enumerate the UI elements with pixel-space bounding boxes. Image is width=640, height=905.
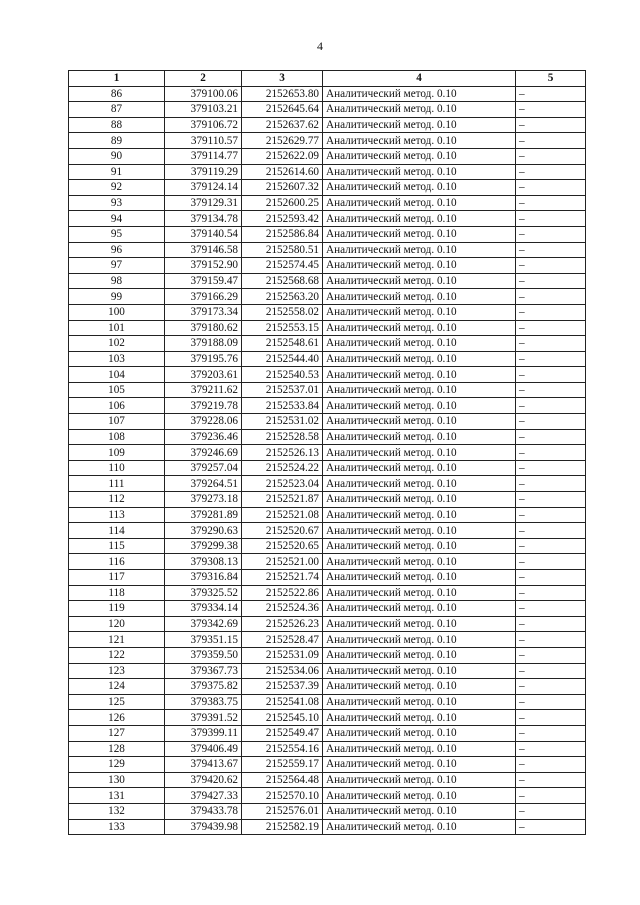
y-coordinate-cell: 2152570.10: [242, 788, 323, 804]
description-cell: –: [516, 304, 586, 320]
point-number-cell: 132: [69, 803, 165, 819]
x-coordinate-cell: 379114.77: [165, 148, 242, 164]
point-number-cell: 110: [69, 460, 165, 476]
x-coordinate-cell: 379246.69: [165, 445, 242, 461]
method-cell: Аналитический метод. 0.10: [323, 273, 516, 289]
table-row: [69, 679, 586, 695]
method-cell: Аналитический метод. 0.10: [323, 336, 516, 352]
method-cell: Аналитический метод. 0.10: [323, 725, 516, 741]
point-number-cell: 130: [69, 772, 165, 788]
table-row: [69, 757, 586, 773]
table-row: [69, 725, 586, 741]
table-row: [69, 663, 586, 679]
method-cell: Аналитический метод. 0.10: [323, 460, 516, 476]
x-coordinate-cell: 379146.58: [165, 242, 242, 258]
table-row: [69, 694, 586, 710]
table-row: [69, 803, 586, 819]
header-col-3: 3: [242, 71, 323, 87]
point-number-cell: 114: [69, 523, 165, 539]
y-coordinate-cell: 2152521.00: [242, 554, 323, 570]
method-cell: Аналитический метод. 0.10: [323, 164, 516, 180]
y-coordinate-cell: 2152637.62: [242, 117, 323, 133]
x-coordinate-cell: 379299.38: [165, 538, 242, 554]
point-number-cell: 120: [69, 616, 165, 632]
description-cell: –: [516, 694, 586, 710]
table-row: [69, 601, 586, 617]
description-cell: –: [516, 211, 586, 227]
header-col-1: 1: [69, 71, 165, 87]
table-row: [69, 460, 586, 476]
method-cell: Аналитический метод. 0.10: [323, 772, 516, 788]
x-coordinate-cell: 379420.62: [165, 772, 242, 788]
table-row: [69, 289, 586, 305]
description-cell: –: [516, 710, 586, 726]
description-cell: –: [516, 320, 586, 336]
method-cell: Аналитический метод. 0.10: [323, 601, 516, 617]
table-row: [69, 741, 586, 757]
method-cell: Аналитический метод. 0.10: [323, 367, 516, 383]
x-coordinate-cell: 379281.89: [165, 507, 242, 523]
description-cell: –: [516, 570, 586, 586]
y-coordinate-cell: 2152520.65: [242, 538, 323, 554]
y-coordinate-cell: 2152607.32: [242, 180, 323, 196]
table-row: [69, 195, 586, 211]
point-number-cell: 99: [69, 289, 165, 305]
table-row: [69, 616, 586, 632]
description-cell: –: [516, 273, 586, 289]
method-cell: Аналитический метод. 0.10: [323, 429, 516, 445]
table-row: [69, 102, 586, 118]
x-coordinate-cell: 379290.63: [165, 523, 242, 539]
point-number-cell: 101: [69, 320, 165, 336]
table-row: [69, 429, 586, 445]
x-coordinate-cell: 379359.50: [165, 647, 242, 663]
table-row: [69, 507, 586, 523]
method-cell: Аналитический метод. 0.10: [323, 211, 516, 227]
table-row: [69, 86, 586, 102]
x-coordinate-cell: 379129.31: [165, 195, 242, 211]
method-cell: Аналитический метод. 0.10: [323, 351, 516, 367]
x-coordinate-cell: 379134.78: [165, 211, 242, 227]
table-row: [69, 133, 586, 149]
y-coordinate-cell: 2152645.64: [242, 102, 323, 118]
point-number-cell: 96: [69, 242, 165, 258]
x-coordinate-cell: 379110.57: [165, 133, 242, 149]
x-coordinate-cell: 379188.09: [165, 336, 242, 352]
y-coordinate-cell: 2152622.09: [242, 148, 323, 164]
y-coordinate-cell: 2152554.16: [242, 741, 323, 757]
table-row: [69, 819, 586, 835]
description-cell: –: [516, 289, 586, 305]
point-number-cell: 129: [69, 757, 165, 773]
point-number-cell: 115: [69, 538, 165, 554]
table-row: [69, 336, 586, 352]
y-coordinate-cell: 2152614.60: [242, 164, 323, 180]
x-coordinate-cell: 379166.29: [165, 289, 242, 305]
point-number-cell: 117: [69, 570, 165, 586]
description-cell: –: [516, 102, 586, 118]
x-coordinate-cell: 379257.04: [165, 460, 242, 476]
point-number-cell: 133: [69, 819, 165, 835]
x-coordinate-cell: 379406.49: [165, 741, 242, 757]
description-cell: –: [516, 647, 586, 663]
y-coordinate-cell: 2152563.20: [242, 289, 323, 305]
y-coordinate-cell: 2152520.67: [242, 523, 323, 539]
description-cell: –: [516, 195, 586, 211]
x-coordinate-cell: 379264.51: [165, 476, 242, 492]
y-coordinate-cell: 2152537.01: [242, 382, 323, 398]
point-number-cell: 90: [69, 148, 165, 164]
y-coordinate-cell: 2152533.84: [242, 398, 323, 414]
point-number-cell: 95: [69, 226, 165, 242]
point-number-cell: 105: [69, 382, 165, 398]
x-coordinate-cell: 379316.84: [165, 570, 242, 586]
table-row: [69, 148, 586, 164]
table-row: [69, 710, 586, 726]
description-cell: –: [516, 180, 586, 196]
table-row: [69, 414, 586, 430]
method-cell: Аналитический метод. 0.10: [323, 398, 516, 414]
method-cell: Аналитический метод. 0.10: [323, 226, 516, 242]
y-coordinate-cell: 2152548.61: [242, 336, 323, 352]
x-coordinate-cell: 379375.82: [165, 679, 242, 695]
description-cell: –: [516, 788, 586, 804]
method-cell: Аналитический метод. 0.10: [323, 570, 516, 586]
method-cell: Аналитический метод. 0.10: [323, 148, 516, 164]
description-cell: –: [516, 86, 586, 102]
y-coordinate-cell: 2152528.58: [242, 429, 323, 445]
point-number-cell: 116: [69, 554, 165, 570]
x-coordinate-cell: 379103.21: [165, 102, 242, 118]
x-coordinate-cell: 379413.67: [165, 757, 242, 773]
description-cell: –: [516, 351, 586, 367]
y-coordinate-cell: 2152564.48: [242, 772, 323, 788]
description-cell: –: [516, 226, 586, 242]
method-cell: Аналитический метод. 0.10: [323, 102, 516, 118]
x-coordinate-cell: 379159.47: [165, 273, 242, 289]
x-coordinate-cell: 379433.78: [165, 803, 242, 819]
method-cell: Аналитический метод. 0.10: [323, 414, 516, 430]
y-coordinate-cell: 2152524.22: [242, 460, 323, 476]
description-cell: –: [516, 414, 586, 430]
point-number-cell: 86: [69, 86, 165, 102]
method-cell: Аналитический метод. 0.10: [323, 585, 516, 601]
y-coordinate-cell: 2152526.13: [242, 445, 323, 461]
table-row: [69, 382, 586, 398]
method-cell: Аналитический метод. 0.10: [323, 117, 516, 133]
table-row: [69, 554, 586, 570]
description-cell: –: [516, 429, 586, 445]
x-coordinate-cell: 379119.29: [165, 164, 242, 180]
y-coordinate-cell: 2152593.42: [242, 211, 323, 227]
table-row: [69, 523, 586, 539]
method-cell: Аналитический метод. 0.10: [323, 242, 516, 258]
y-coordinate-cell: 2152582.19: [242, 819, 323, 835]
description-cell: –: [516, 616, 586, 632]
description-cell: –: [516, 460, 586, 476]
method-cell: Аналитический метод. 0.10: [323, 258, 516, 274]
description-cell: –: [516, 538, 586, 554]
method-cell: Аналитический метод. 0.10: [323, 741, 516, 757]
method-cell: Аналитический метод. 0.10: [323, 710, 516, 726]
x-coordinate-cell: 379427.33: [165, 788, 242, 804]
description-cell: –: [516, 492, 586, 508]
y-coordinate-cell: 2152534.06: [242, 663, 323, 679]
point-number-cell: 97: [69, 258, 165, 274]
x-coordinate-cell: 379383.75: [165, 694, 242, 710]
table-row: [69, 367, 586, 383]
point-number-cell: 98: [69, 273, 165, 289]
description-cell: –: [516, 476, 586, 492]
y-coordinate-cell: 2152559.17: [242, 757, 323, 773]
x-coordinate-cell: 379391.52: [165, 710, 242, 726]
x-coordinate-cell: 379106.72: [165, 117, 242, 133]
description-cell: –: [516, 398, 586, 414]
description-cell: –: [516, 382, 586, 398]
description-cell: –: [516, 523, 586, 539]
method-cell: Аналитический метод. 0.10: [323, 320, 516, 336]
table-row: [69, 492, 586, 508]
method-cell: Аналитический метод. 0.10: [323, 523, 516, 539]
y-coordinate-cell: 2152531.02: [242, 414, 323, 430]
point-number-cell: 118: [69, 585, 165, 601]
point-number-cell: 94: [69, 211, 165, 227]
method-cell: Аналитический метод. 0.10: [323, 679, 516, 695]
point-number-cell: 104: [69, 367, 165, 383]
y-coordinate-cell: 2152521.08: [242, 507, 323, 523]
description-cell: –: [516, 741, 586, 757]
method-cell: Аналитический метод. 0.10: [323, 304, 516, 320]
x-coordinate-cell: 379100.06: [165, 86, 242, 102]
y-coordinate-cell: 2152580.51: [242, 242, 323, 258]
x-coordinate-cell: 379180.62: [165, 320, 242, 336]
x-coordinate-cell: 379219.78: [165, 398, 242, 414]
y-coordinate-cell: 2152586.84: [242, 226, 323, 242]
description-cell: –: [516, 757, 586, 773]
point-number-cell: 127: [69, 725, 165, 741]
table-row: [69, 320, 586, 336]
method-cell: Аналитический метод. 0.10: [323, 663, 516, 679]
table-row: [69, 180, 586, 196]
description-cell: –: [516, 803, 586, 819]
method-cell: Аналитический метод. 0.10: [323, 632, 516, 648]
x-coordinate-cell: 379203.61: [165, 367, 242, 383]
method-cell: Аналитический метод. 0.10: [323, 694, 516, 710]
method-cell: Аналитический метод. 0.10: [323, 616, 516, 632]
table-row: [69, 258, 586, 274]
x-coordinate-cell: 379236.46: [165, 429, 242, 445]
description-cell: –: [516, 336, 586, 352]
method-cell: Аналитический метод. 0.10: [323, 819, 516, 835]
table-row: [69, 164, 586, 180]
y-coordinate-cell: 2152553.15: [242, 320, 323, 336]
point-number-cell: 125: [69, 694, 165, 710]
point-number-cell: 100: [69, 304, 165, 320]
table-row: [69, 570, 586, 586]
point-number-cell: 91: [69, 164, 165, 180]
method-cell: Аналитический метод. 0.10: [323, 180, 516, 196]
method-cell: Аналитический метод. 0.10: [323, 133, 516, 149]
x-coordinate-cell: 379342.69: [165, 616, 242, 632]
y-coordinate-cell: 2152523.04: [242, 476, 323, 492]
point-number-cell: 113: [69, 507, 165, 523]
point-number-cell: 107: [69, 414, 165, 430]
method-cell: Аналитический метод. 0.10: [323, 86, 516, 102]
coordinates-table: [68, 70, 586, 835]
table-row: [69, 273, 586, 289]
point-number-cell: 109: [69, 445, 165, 461]
description-cell: –: [516, 367, 586, 383]
y-coordinate-cell: 2152558.02: [242, 304, 323, 320]
description-cell: –: [516, 632, 586, 648]
table-row: [69, 398, 586, 414]
point-number-cell: 102: [69, 336, 165, 352]
y-coordinate-cell: 2152574.45: [242, 258, 323, 274]
method-cell: Аналитический метод. 0.10: [323, 788, 516, 804]
y-coordinate-cell: 2152545.10: [242, 710, 323, 726]
x-coordinate-cell: 379140.54: [165, 226, 242, 242]
x-coordinate-cell: 379228.06: [165, 414, 242, 430]
point-number-cell: 108: [69, 429, 165, 445]
method-cell: Аналитический метод. 0.10: [323, 554, 516, 570]
description-cell: –: [516, 554, 586, 570]
point-number-cell: 88: [69, 117, 165, 133]
description-cell: –: [516, 242, 586, 258]
y-coordinate-cell: 2152576.01: [242, 803, 323, 819]
y-coordinate-cell: 2152524.36: [242, 601, 323, 617]
table-row: [69, 117, 586, 133]
y-coordinate-cell: 2152522.86: [242, 585, 323, 601]
point-number-cell: 119: [69, 601, 165, 617]
y-coordinate-cell: 2152653.80: [242, 86, 323, 102]
header-col-5: 5: [516, 71, 586, 87]
x-coordinate-cell: 379152.90: [165, 258, 242, 274]
method-cell: Аналитический метод. 0.10: [323, 476, 516, 492]
table-row: [69, 476, 586, 492]
x-coordinate-cell: 379124.14: [165, 180, 242, 196]
x-coordinate-cell: 379351.15: [165, 632, 242, 648]
y-coordinate-cell: 2152568.68: [242, 273, 323, 289]
point-number-cell: 106: [69, 398, 165, 414]
y-coordinate-cell: 2152600.25: [242, 195, 323, 211]
table-header: [69, 71, 586, 87]
method-cell: Аналитический метод. 0.10: [323, 507, 516, 523]
point-number-cell: 92: [69, 180, 165, 196]
x-coordinate-cell: 379195.76: [165, 351, 242, 367]
method-cell: Аналитический метод. 0.10: [323, 445, 516, 461]
point-number-cell: 93: [69, 195, 165, 211]
method-cell: Аналитический метод. 0.10: [323, 195, 516, 211]
description-cell: –: [516, 585, 586, 601]
point-number-cell: 131: [69, 788, 165, 804]
x-coordinate-cell: 379173.34: [165, 304, 242, 320]
x-coordinate-cell: 379273.18: [165, 492, 242, 508]
x-coordinate-cell: 379308.13: [165, 554, 242, 570]
table-row: [69, 538, 586, 554]
y-coordinate-cell: 2152629.77: [242, 133, 323, 149]
point-number-cell: 87: [69, 102, 165, 118]
method-cell: Аналитический метод. 0.10: [323, 647, 516, 663]
description-cell: –: [516, 133, 586, 149]
table-row: [69, 351, 586, 367]
y-coordinate-cell: 2152526.23: [242, 616, 323, 632]
method-cell: Аналитический метод. 0.10: [323, 538, 516, 554]
table-row: [69, 585, 586, 601]
table-row: [69, 445, 586, 461]
table-row: [69, 211, 586, 227]
point-number-cell: 128: [69, 741, 165, 757]
page-number: 4: [317, 39, 323, 53]
point-number-cell: 126: [69, 710, 165, 726]
x-coordinate-cell: 379211.62: [165, 382, 242, 398]
point-number-cell: 121: [69, 632, 165, 648]
point-number-cell: 112: [69, 492, 165, 508]
y-coordinate-cell: 2152521.74: [242, 570, 323, 586]
table-row: [69, 304, 586, 320]
description-cell: –: [516, 148, 586, 164]
y-coordinate-cell: 2152537.39: [242, 679, 323, 695]
y-coordinate-cell: 2152540.53: [242, 367, 323, 383]
table-row: [69, 632, 586, 648]
x-coordinate-cell: 379325.52: [165, 585, 242, 601]
table-row: [69, 226, 586, 242]
method-cell: Аналитический метод. 0.10: [323, 803, 516, 819]
table-row: [69, 788, 586, 804]
y-coordinate-cell: 2152528.47: [242, 632, 323, 648]
description-cell: –: [516, 679, 586, 695]
header-col-4: 4: [323, 71, 516, 87]
point-number-cell: 111: [69, 476, 165, 492]
point-number-cell: 123: [69, 663, 165, 679]
description-cell: –: [516, 725, 586, 741]
y-coordinate-cell: 2152521.87: [242, 492, 323, 508]
description-cell: –: [516, 117, 586, 133]
description-cell: –: [516, 819, 586, 835]
table-row: [69, 242, 586, 258]
header-col-2: 2: [165, 71, 242, 87]
method-cell: Аналитический метод. 0.10: [323, 757, 516, 773]
point-number-cell: 122: [69, 647, 165, 663]
description-cell: –: [516, 445, 586, 461]
point-number-cell: 89: [69, 133, 165, 149]
description-cell: –: [516, 601, 586, 617]
description-cell: –: [516, 507, 586, 523]
method-cell: Аналитический метод. 0.10: [323, 492, 516, 508]
description-cell: –: [516, 663, 586, 679]
x-coordinate-cell: 379399.11: [165, 725, 242, 741]
point-number-cell: 103: [69, 351, 165, 367]
y-coordinate-cell: 2152549.47: [242, 725, 323, 741]
table-body: [69, 86, 586, 835]
point-number-cell: 124: [69, 679, 165, 695]
x-coordinate-cell: 379367.73: [165, 663, 242, 679]
y-coordinate-cell: 2152541.08: [242, 694, 323, 710]
description-cell: –: [516, 258, 586, 274]
y-coordinate-cell: 2152531.09: [242, 647, 323, 663]
table-row: [69, 647, 586, 663]
header-row: [69, 71, 586, 87]
x-coordinate-cell: 379439.98: [165, 819, 242, 835]
method-cell: Аналитический метод. 0.10: [323, 289, 516, 305]
method-cell: Аналитический метод. 0.10: [323, 382, 516, 398]
description-cell: –: [516, 772, 586, 788]
table-row: [69, 772, 586, 788]
y-coordinate-cell: 2152544.40: [242, 351, 323, 367]
description-cell: –: [516, 164, 586, 180]
x-coordinate-cell: 379334.14: [165, 601, 242, 617]
